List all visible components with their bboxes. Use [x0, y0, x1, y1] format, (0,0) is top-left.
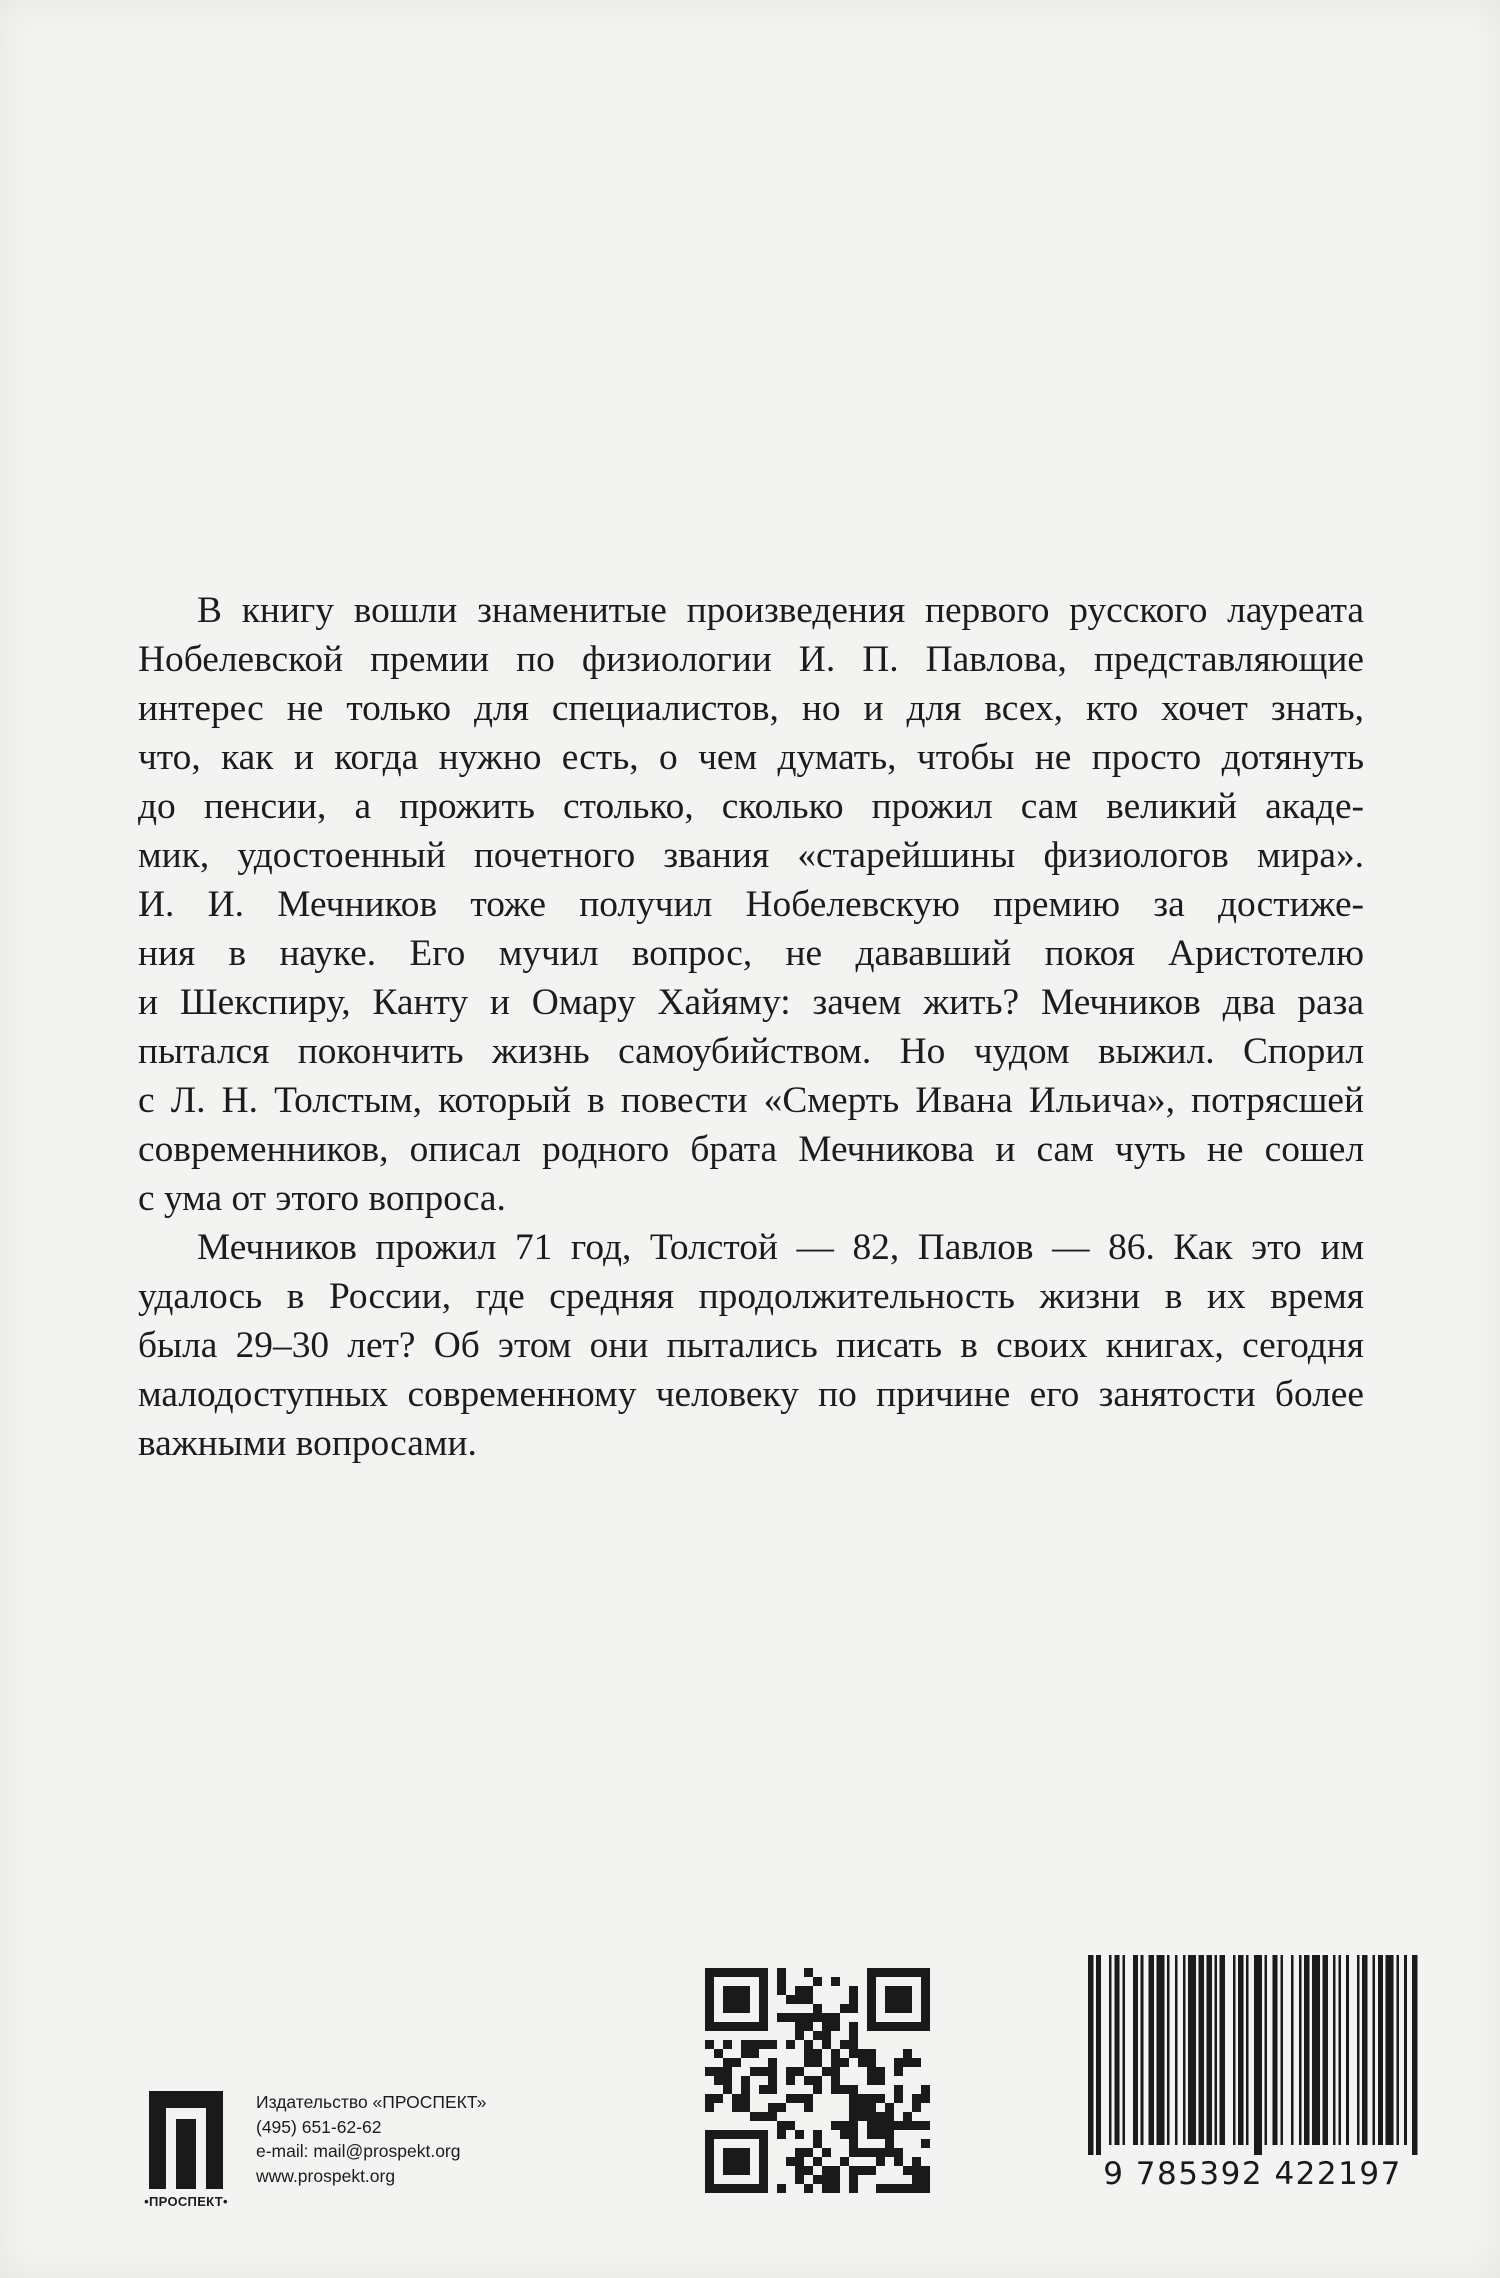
text-line: В книгу вошли знаменитые произведения первого русского лауреата: [197, 590, 1364, 631]
publisher-email: e-mail: mail@prospekt.org: [256, 2141, 461, 2161]
text-line: важными вопросами.: [138, 1423, 477, 1464]
text-line: интерес не только для специалистов, но и для всех, кто хочет знать,: [138, 688, 1364, 729]
barcode-icon: [1088, 1955, 1420, 2155]
paragraph-2: [138, 1223, 1364, 1468]
logo-label: •ПРОСПЕКТ•: [144, 2194, 228, 2209]
text-line: с ума от этого вопроса.: [138, 1178, 506, 1219]
publisher-phone: (495) 651-62-62: [256, 2116, 382, 2137]
text-line: Мечников прожил 71 год, Толстой — 82, Павлов — 86. Как это им: [197, 1227, 1364, 1268]
text-line: малодоступных современному человеку по причине его занятости более: [138, 1374, 1364, 1415]
text-line: с Л. Н. Толстым, который в повести «Смерть Ивана Ильича», потрясшей: [138, 1080, 1364, 1121]
text-line: мик, удостоенный почетного звания «старейшины физиологов мира».: [138, 835, 1364, 876]
text-line: ния в науке. Его мучил вопрос, не дававший покоя Аристотелю: [138, 933, 1364, 974]
annotation-text: [138, 586, 1364, 1468]
text-line: была 29–30 лет? Об этом они пытались писать в своих книгах, сегодня: [138, 1325, 1364, 1366]
qr-code-icon: [705, 1968, 930, 2193]
isbn-digits: 9 785392 422197: [1103, 2156, 1402, 2192]
text-line: и Шекспиру, Канту и Омару Хайяму: зачем жить? Мечников два раза: [138, 982, 1364, 1023]
publisher-website: www.prospekt.org: [256, 2165, 396, 2186]
publisher-name: Издательство «ПРОСПЕКТ»: [256, 2092, 487, 2112]
text-line: до пенсии, а прожить столько, сколько прожил сам великий акаде-: [138, 786, 1364, 827]
text-line: удалось в России, где средняя продолжительность жизни в их время: [138, 1276, 1364, 1317]
text-line: И. И. Мечников тоже получил Нобелевскую премию за достиже-: [138, 884, 1364, 925]
paragraph-1: [138, 586, 1364, 1223]
text-line: современников, описал родного брата Мечникова и сам чуть не сошел: [138, 1129, 1364, 1170]
text-line: пытался покончить жизнь самоубийством. Но чудом выжил. Спорил: [138, 1031, 1364, 1072]
text-line: Нобелевской премии по физиологии И. П. Павлова, представляющие: [138, 639, 1364, 680]
publisher-info: [256, 2090, 486, 2188]
door-logo-icon: [149, 2091, 223, 2189]
publisher-logo: [140, 2091, 232, 2211]
text-line: что, как и когда нужно есть, о чем думать, чтобы не просто дотянуть: [138, 737, 1364, 778]
